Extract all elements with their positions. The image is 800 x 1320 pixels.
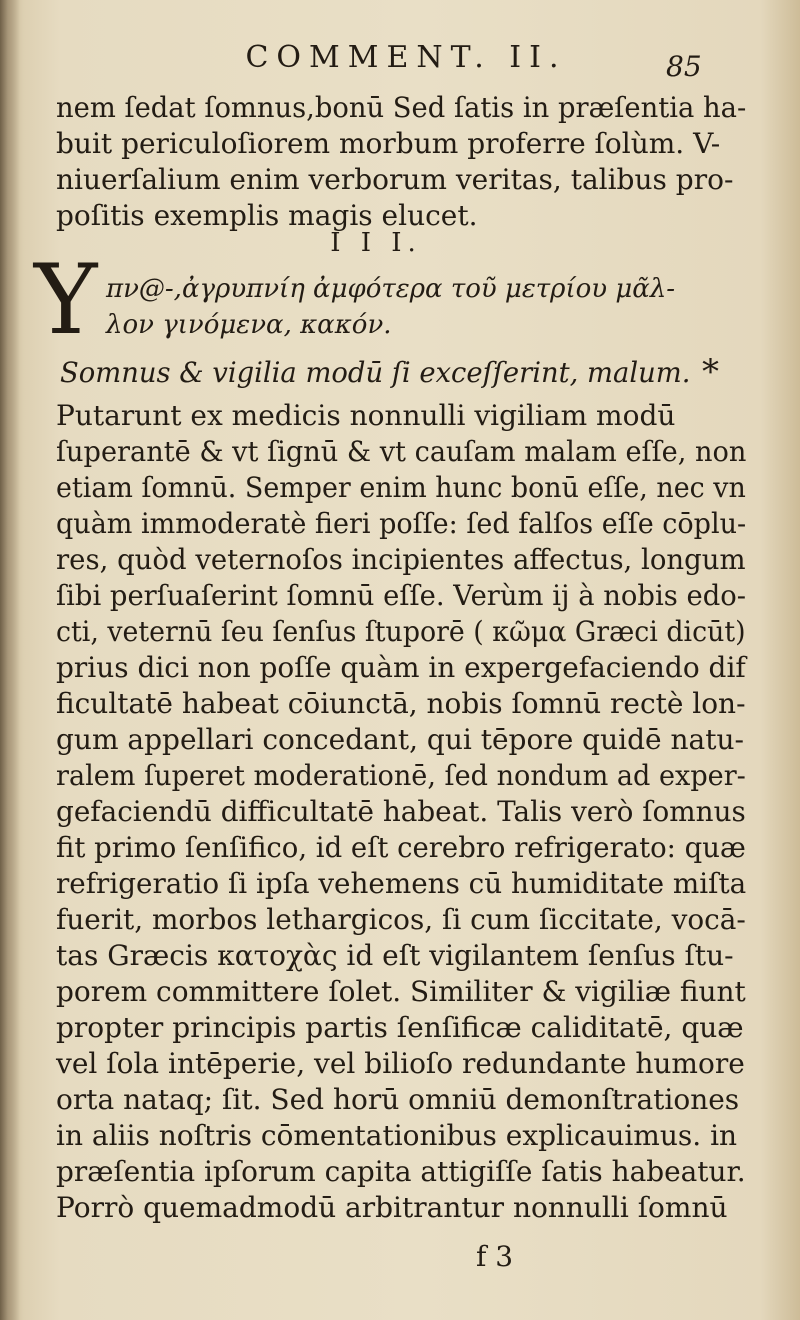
intro-line: niuerſalium enim verborum veritas, talibus pro- (56, 163, 734, 196)
body-line: ralem ſuperet moderationē, ſed nondum ad exper- (56, 759, 746, 792)
body-line: in aliis noſtris cōmentationibus explicauimus. in (56, 1119, 738, 1152)
body-line: ſuperantē & vt ſignū & vt cauſam malam eſſe, non (56, 435, 747, 468)
body-line: ficultatē habeat cōiunctā, nobis ſomnū rectè lon- (56, 687, 746, 720)
body-line: tas Græcis κατοχὰς id eſt vigilantem ſenſus ſtu- (56, 939, 734, 972)
body-line: etiam ſomnū. Semper enim hunc bonū eſſe, nec vn (56, 471, 746, 504)
body-line: res, quòd veternoſos incipientes affectus, longum (56, 543, 746, 576)
body-line: prius dici non poſſe quàm in expergefaciendo dif (56, 651, 746, 684)
body-line: fuerit, morbos lethargicos, ſi cum ſiccitate, vocā- (56, 903, 746, 936)
running-head: COMMENT. II. (245, 40, 567, 75)
body-line: præſentia ipſorum capita attigiſſe ſatis habeatur. (56, 1155, 746, 1188)
body-line: vel ſola intēperie, vel bilioſo redundante humore (56, 1047, 745, 1080)
signature-mark: f 3 (476, 1240, 514, 1273)
intro-line: buit periculoſiorem morbum proferre ſolùm. V- (56, 127, 721, 160)
body-line: propter principis partis ſenſificæ caliditatē, quæ (56, 1011, 744, 1044)
body-line: Putarunt ex medicis nonnulli vigiliam modū (56, 399, 676, 432)
section-number: I I I. (330, 228, 422, 258)
body-line: cti, veternū ſeu ſenſus ſtuporē ( κῶμα Græci dicūt) (56, 615, 746, 648)
asterisk-marker: * (702, 352, 719, 392)
greek-aphorism-line: λον γινόμενα, κακόν. (106, 310, 392, 340)
intro-line: poſitis exemplis magis elucet. (56, 199, 478, 232)
body-line: refrigeratio ſi ipſa vehemens cū humiditate miſta (56, 867, 747, 900)
drop-cap: Y (34, 244, 98, 356)
intro-line: nem ſedat ſomnus,bonū Sed ſatis in præſentia ha- (56, 91, 747, 124)
body-line: gefaciendū difficultatē habeat. Talis verò ſomnus (56, 795, 746, 828)
body-line: ſibi perſuaſerint ſomnū eſſe. Verùm ij à nobis edo- (56, 579, 747, 612)
latin-aphorism: Somnus & vigilia modū ſi exceſſerint, malum. (60, 356, 691, 389)
body-line: quàm immoderatè fieri poſſe: ſed falſos eſſe cōplu- (56, 507, 747, 540)
page-number: 85 (666, 50, 702, 83)
body-line: fit primo ſenſifico, id eſt cerebro refrigerato: quæ (56, 831, 746, 864)
greek-aphorism-line: πν@-,ἀγρυπνίη ἀμφότερα τοῦ μετρίου μᾶλ- (106, 274, 676, 304)
page-spine-shadow (0, 0, 20, 1320)
body-line: porem committere ſolet. Similiter & vigiliæ fiunt (56, 975, 746, 1008)
body-line: gum appellari concedant, qui tēpore quidē natu- (56, 723, 744, 756)
body-line: orta nataq; ſit. Sed horū omniū demonſtrationes (56, 1083, 740, 1116)
body-line: Porrò quemadmodū arbitrantur nonnulli ſomnū (56, 1191, 728, 1224)
